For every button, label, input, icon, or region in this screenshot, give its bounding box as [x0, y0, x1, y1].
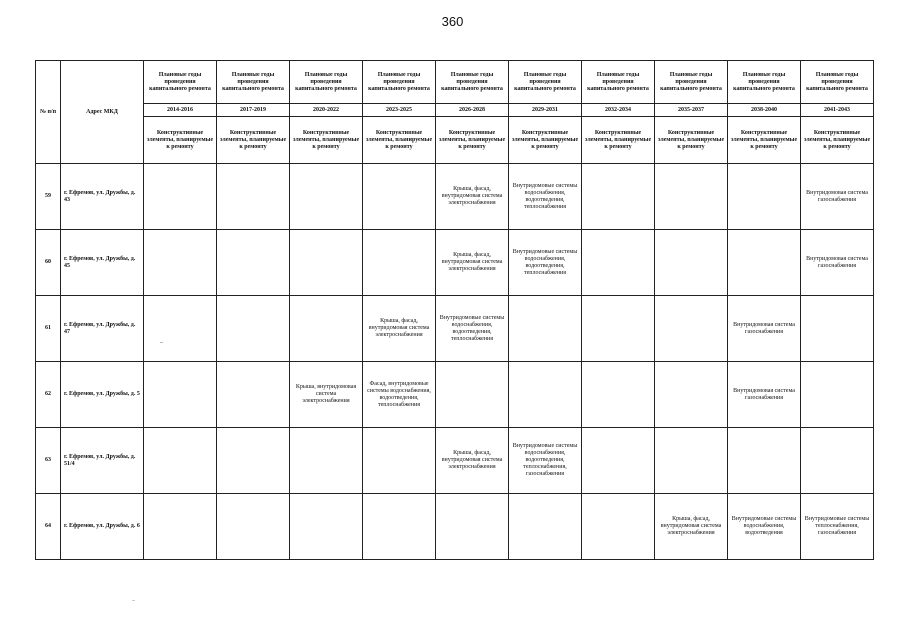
header-elements: Конструктивные элементы, планируемые к ремонту — [728, 117, 801, 164]
header-planned-suffix: капитального ремонта — [514, 85, 576, 92]
repair-cell — [582, 428, 655, 494]
repair-cell — [582, 164, 655, 230]
repair-cell: Внутридомовые системы водоснабжения, водоотведения — [728, 494, 801, 560]
header-period: 2026-2028 — [436, 104, 509, 117]
repair-cell — [144, 296, 217, 362]
repair-cell — [509, 494, 582, 560]
repair-cell — [217, 428, 290, 494]
capital-repair-table — [35, 60, 874, 560]
header-planned-prefix: Плановые годы проведения — [669, 71, 713, 85]
repair-cell — [144, 230, 217, 296]
header-planned-prefix: Плановые годы проведения — [742, 71, 786, 85]
repair-cell: Фасад, внутридомовые системы водоснабжения, водоотведения, теплоснабжения — [363, 362, 436, 428]
header-planned-suffix: капитального ремонта — [441, 85, 503, 92]
header-planned-prefix: Плановые годы проведения — [815, 71, 859, 85]
header-planned-years — [290, 61, 363, 104]
header-elements: Конструктивные элементы, планируемые к ремонту — [801, 117, 874, 164]
repair-cell — [582, 494, 655, 560]
header-elements: Конструктивные элементы, планируемые к ремонту — [436, 117, 509, 164]
header-planned-suffix: капитального ремонта — [295, 85, 357, 92]
header-planned-prefix: Плановые годы проведения — [523, 71, 567, 85]
repair-cell — [509, 296, 582, 362]
row-address: г. Ефремов, ул. Дружбы, д. 43 — [61, 164, 144, 230]
repair-cell: Крыша, фасад, внутридомовая система электроснабжения — [436, 164, 509, 230]
header-planned-suffix: капитального ремонта — [733, 85, 795, 92]
repair-cell — [144, 362, 217, 428]
repair-cell — [728, 230, 801, 296]
header-elements: Конструктивные элементы, планируемые к ремонту — [509, 117, 582, 164]
header-period: 2038-2040 — [728, 104, 801, 117]
repair-cell: Внутридомовые системы водоснабжения, водоотведения, теплоснабжения — [509, 230, 582, 296]
repair-cell: Внутридомовая система газоснабжения — [801, 164, 874, 230]
header-period: 2035-2037 — [655, 104, 728, 117]
repair-cell — [655, 428, 728, 494]
repair-cell — [144, 494, 217, 560]
header-planned-suffix: капитального ремонта — [587, 85, 649, 92]
repair-cell — [217, 230, 290, 296]
repair-cell — [509, 362, 582, 428]
repair-cell: Внутридомовые системы водоснабжения, водоотведения, теплоснабжения — [436, 296, 509, 362]
row-address: г. Ефремов, ул. Дружбы, д. 45 — [61, 230, 144, 296]
header-planned-years — [144, 61, 217, 104]
header-planned-suffix: капитального ремонта — [222, 85, 284, 92]
header-period: 2041-2043 — [801, 104, 874, 117]
repair-cell — [436, 362, 509, 428]
row-number: 62 — [36, 362, 61, 428]
repair-cell: Крыша, внутридомовая система электроснабжения — [290, 362, 363, 428]
header-planned-prefix: Плановые годы проведения — [596, 71, 640, 85]
header-planned-years — [509, 61, 582, 104]
header-planned-prefix: Плановые годы проведения — [377, 71, 421, 85]
row-number: 59 — [36, 164, 61, 230]
repair-cell — [363, 164, 436, 230]
repair-cell — [217, 164, 290, 230]
repair-cell — [728, 164, 801, 230]
repair-cell — [290, 230, 363, 296]
row-address: г. Ефремов, ул. Дружбы, д. 6 — [61, 494, 144, 560]
header-planned-years — [728, 61, 801, 104]
repair-cell — [655, 296, 728, 362]
header-elements: Конструктивные элементы, планируемые к ремонту — [144, 117, 217, 164]
repair-cell: Внутридомовая система газоснабжения — [728, 362, 801, 428]
scan-speck — [132, 600, 135, 601]
header-elements: Конструктивные элементы, планируемые к ремонту — [217, 117, 290, 164]
repair-cell — [217, 494, 290, 560]
header-elements: Конструктивные элементы, планируемые к ремонту — [655, 117, 728, 164]
header-planned-suffix: капитального ремонта — [660, 85, 722, 92]
repair-cell: Внутридомовая система газоснабжения — [728, 296, 801, 362]
repair-cell — [436, 494, 509, 560]
repair-cell: Внутридомовая система газоснабжения — [801, 230, 874, 296]
header-address: Адрес МКД — [61, 61, 144, 164]
header-planned-years — [655, 61, 728, 104]
repair-cell — [290, 164, 363, 230]
repair-cell — [144, 164, 217, 230]
repair-cell — [728, 428, 801, 494]
row-number: 60 — [36, 230, 61, 296]
table-row — [36, 230, 874, 296]
row-number: 64 — [36, 494, 61, 560]
repair-cell: Внутридомовые системы водоснабжения, водоотведения, теплоснабжения, газоснабжения — [509, 428, 582, 494]
table-row — [36, 494, 874, 560]
repair-cell — [582, 230, 655, 296]
header-period: 2017-2019 — [217, 104, 290, 117]
header-period: 2014-2016 — [144, 104, 217, 117]
header-planned-prefix: Плановые годы проведения — [158, 71, 202, 85]
repair-cell: Крыша, фасад, внутридомовая система электроснабжения — [363, 296, 436, 362]
header-period: 2023-2025 — [363, 104, 436, 117]
header-planned-suffix: капитального ремонта — [149, 85, 211, 92]
header-period: 2029-2031 — [509, 104, 582, 117]
header-planned-years — [363, 61, 436, 104]
row-number: 63 — [36, 428, 61, 494]
repair-cell — [363, 428, 436, 494]
repair-cell — [801, 296, 874, 362]
repair-cell — [582, 362, 655, 428]
repair-cell — [217, 296, 290, 362]
row-address: г. Ефремов, ул. Дружбы, д. 51/4 — [61, 428, 144, 494]
repair-cell — [655, 164, 728, 230]
scan-speck — [160, 342, 163, 343]
repair-cell: Внутридомовые системы водоснабжения, водоотведения, теплоснабжения — [509, 164, 582, 230]
table-row — [36, 164, 874, 230]
header-planned-prefix: Плановые годы проведения — [450, 71, 494, 85]
row-address: г. Ефремов, ул. Дружбы, д. 47 — [61, 296, 144, 362]
header-num: № п/п — [36, 61, 61, 164]
header-elements: Конструктивные элементы, планируемые к ремонту — [363, 117, 436, 164]
table-row — [36, 428, 874, 494]
header-planned-suffix: капитального ремонта — [806, 85, 868, 92]
repair-cell — [290, 296, 363, 362]
header-period: 2032-2034 — [582, 104, 655, 117]
repair-cell: Крыша, фасад, внутридомовая система электроснабжения — [655, 494, 728, 560]
repair-cell — [290, 494, 363, 560]
repair-cell — [290, 428, 363, 494]
repair-cell — [801, 362, 874, 428]
header-planned-years — [801, 61, 874, 104]
header-period: 2020-2022 — [290, 104, 363, 117]
row-address: г. Ефремов, ул. Дружбы, д. 5 — [61, 362, 144, 428]
repair-cell — [217, 362, 290, 428]
table-row — [36, 362, 874, 428]
repair-cell: Крыша, фасад, внутридомовая система электроснабжения — [436, 428, 509, 494]
repair-cell — [582, 296, 655, 362]
header-planned-years — [217, 61, 290, 104]
repair-cell: Внутридомовые системы теплоснабжения, газоснабжения — [801, 494, 874, 560]
header-elements: Конструктивные элементы, планируемые к ремонту — [582, 117, 655, 164]
repair-cell — [655, 230, 728, 296]
header-planned-years — [436, 61, 509, 104]
header-elements: Конструктивные элементы, планируемые к ремонту — [290, 117, 363, 164]
repair-cell — [363, 494, 436, 560]
header-planned-years — [582, 61, 655, 104]
row-number: 61 — [36, 296, 61, 362]
repair-cell — [144, 428, 217, 494]
repair-cell — [655, 362, 728, 428]
repair-cell — [801, 428, 874, 494]
header-planned-prefix: Плановые годы проведения — [304, 71, 348, 85]
header-planned-prefix: Плановые годы проведения — [231, 71, 275, 85]
page-number: 360 — [441, 14, 464, 29]
repair-cell — [363, 230, 436, 296]
header-planned-suffix: капитального ремонта — [368, 85, 430, 92]
table-row — [36, 296, 874, 362]
repair-cell: Крыша, фасад, внутридомовая система электроснабжения — [436, 230, 509, 296]
